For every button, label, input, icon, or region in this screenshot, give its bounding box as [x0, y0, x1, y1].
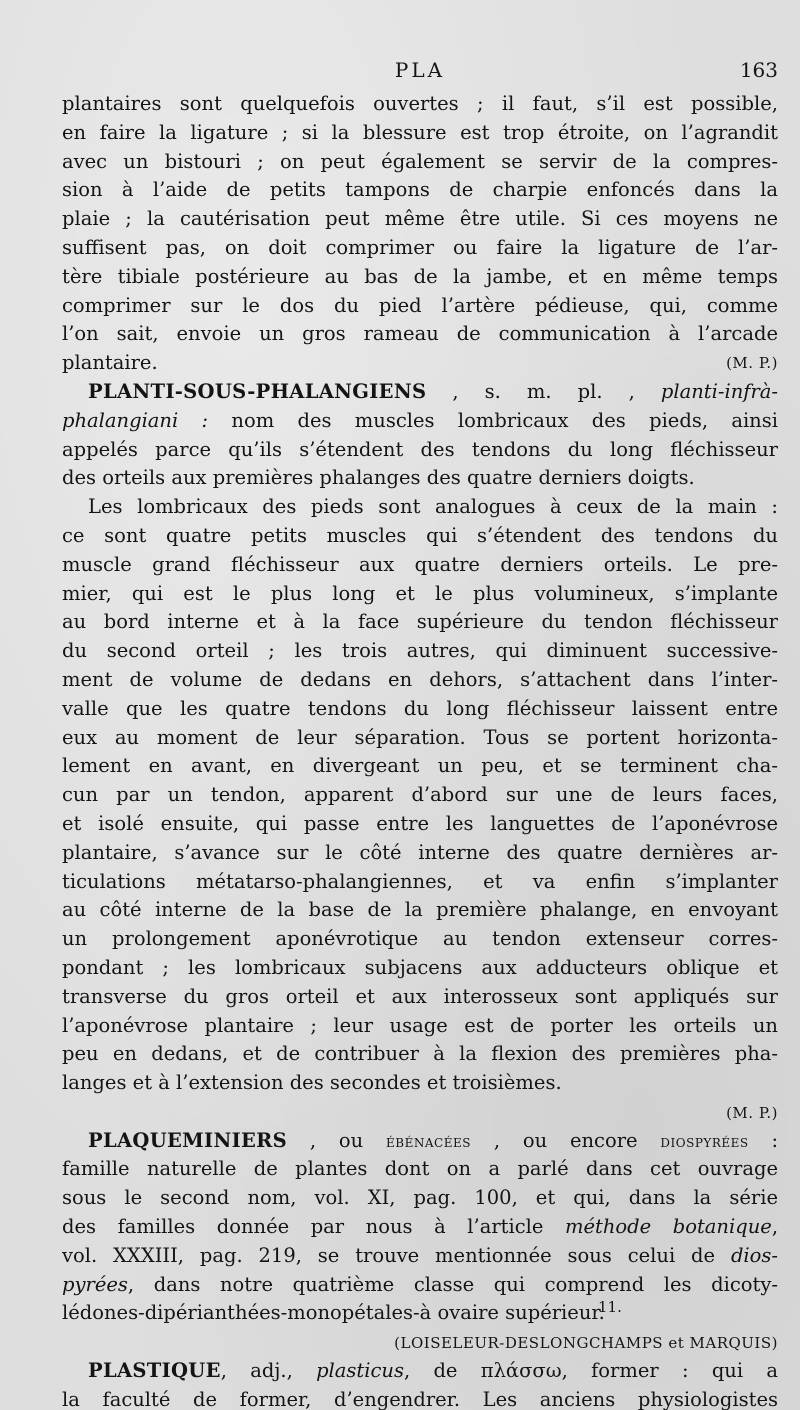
line-text: , — [771, 1215, 778, 1239]
text-line — [62, 349, 778, 378]
text-line: la faculté de former, d’engendrer. Les anciens physiologistes — [62, 1387, 778, 1410]
line-text: vol. XXXIII, pag. 219, se trouve mentionnée sous celui de — [62, 1243, 716, 1267]
entry-heading-line — [62, 1357, 778, 1386]
entry-heading-line — [62, 378, 778, 407]
text-line: eux au moment de leur séparation. Tous se portent horizonta- — [62, 725, 778, 749]
text-line: muscle grand fléchisseur aux quatre derniers orteils. Le pre- — [62, 552, 778, 576]
text-line: ticulations métatarso-phalangiennes, et va enfin s’implanter — [62, 869, 778, 893]
grammatical-info: , s. m. pl. , — [452, 379, 635, 403]
page-header — [62, 58, 778, 88]
text-line: en faire la ligature ; si la blessure est trop étroite, on l’agrandit — [62, 120, 778, 144]
text-line — [62, 1271, 778, 1300]
italic-term: pyrées — [62, 1272, 128, 1296]
text-line: plaie ; la cautérisation peut même être utile. Si ces moyens ne — [62, 207, 778, 231]
text-line: des orteils aux premières phalanges des quatre derniers doigts. — [62, 466, 695, 490]
text-line: au côté interne de la base de la première phalange, en envoyant — [62, 898, 778, 922]
text-line: plantaires sont quelquefois ouvertes ; il faut, s’il est possible, — [62, 92, 778, 115]
text-line: Les lombricaux des pieds sont analogues à ceux de la main : — [88, 495, 778, 519]
line-text: : — [771, 1128, 778, 1152]
author-signature: (M. P.) — [726, 1103, 778, 1122]
text-line: avec un bistouri ; on peut également se servir de la compres- — [62, 149, 778, 173]
text-line: et isolé ensuite, qui passe entre les languettes de l’aponévrose — [62, 811, 778, 835]
text-line: famille naturelle de plantes dont on a parlé dans cet ouvrage — [62, 1157, 778, 1181]
text-line — [62, 1213, 778, 1242]
line-text: plantaire. — [62, 351, 158, 375]
text-column — [62, 90, 778, 1410]
running-head: PLA — [394, 58, 446, 82]
text-line: lement en avant, en divergeant un peu, et se terminent cha- — [62, 754, 778, 778]
text-line — [62, 407, 778, 436]
text-line: plantaire, s’avance sur le côté interne des quatre dernières ar- — [62, 840, 778, 864]
latin-term: plasticus — [316, 1359, 404, 1383]
text-line: du second orteil ; les trois autres, qui diminuent successive- — [62, 639, 778, 663]
line-text: , former : qui a — [561, 1359, 778, 1383]
text-line: sous le second nom, vol. XI, pag. 100, et qui, dans la série — [62, 1186, 778, 1210]
author-signature: (LOISELEUR-DESLONGCHAMPS et MARQUIS) — [394, 1334, 778, 1353]
synonym-term: ébénacées — [386, 1131, 471, 1152]
entry-lemma: PLANTI-SOUS-PHALANGIENS — [88, 379, 427, 403]
text-line: ment de volume de dedans en dehors, s’attachent dans l’inter- — [62, 667, 778, 691]
greek-term: πλάσσω — [480, 1359, 562, 1383]
text-line: tère tibiale postérieure au bas de la jambe, et en même temps — [62, 264, 778, 288]
text-line: langes et à l’extension des secondes et troisièmes. — [62, 1071, 562, 1095]
cross-reference: méthode botanique — [565, 1215, 772, 1239]
text-line: au bord interne et à la face supérieure du tendon fléchisseur — [62, 610, 778, 634]
line-text: , dans notre quatrième classe qui comprend les dicoty- — [127, 1272, 778, 1296]
text-line: mier, qui est le plus long et le plus volumineux, s’implante — [62, 581, 778, 605]
text-line: ce sont quatre petits muscles qui s’étendent des tendons du — [62, 523, 778, 547]
text-line: appelés parce qu’ils s’étendent des tendons du long fléchisseur — [62, 437, 778, 461]
text-line: lédones-dipérianthées-monopétales-à ovaire supérieur. — [62, 1301, 605, 1325]
signature-line — [62, 1098, 778, 1127]
text-line: transverse du gros orteil et aux interosseux sont appliqués sur — [62, 984, 778, 1008]
text-line — [62, 1242, 778, 1271]
signature-mark: 11. — [598, 1298, 622, 1316]
line-text: nom des muscles lombricaux des pieds, ainsi — [231, 408, 778, 432]
text-line: l’on sait, envoie un gros rameau de communication à l’arcade — [62, 322, 778, 346]
text-line: l’aponévrose plantaire ; leur usage est de porter les orteils un — [62, 1013, 778, 1037]
text-line: comprimer sur le dos du pied l’artère pédieuse, qui, comme — [62, 293, 778, 317]
text-line: suffisent pas, on doit comprimer ou faire la ligature de l’ar- — [62, 235, 778, 259]
text-line: pondant ; les lombricaux subjacens aux adducteurs oblique et — [62, 955, 778, 979]
text-line: sion à l’aide de petits tampons de charpie enfoncés dans la — [62, 178, 778, 202]
text-line: valle que les quatre tendons du long fléchisseur laissent entre — [62, 696, 778, 720]
line-text: , ou encore — [493, 1128, 638, 1152]
page-number: 163 — [739, 58, 778, 82]
author-signature: (M. P.) — [726, 354, 778, 373]
text-line: un prolongement aponévrotique au tendon extenseur corres- — [62, 927, 778, 951]
line-text: des familles donnée par nous à l’article — [62, 1215, 544, 1239]
italic-term: dios- — [730, 1243, 778, 1267]
line-text: , ou — [309, 1128, 364, 1152]
signature-line — [62, 1328, 778, 1357]
latin-term: phalangiani : — [62, 408, 209, 432]
latin-term: planti-infrà- — [660, 379, 778, 403]
line-text: , de — [403, 1359, 458, 1383]
line-text: , adj., — [220, 1359, 293, 1383]
entry-lemma: PLAQUEMINIERS — [88, 1128, 288, 1152]
text-line: cun par un tendon, apparent d’abord sur une de leurs faces, — [62, 783, 778, 807]
entry-lemma: PLASTIQUE — [88, 1359, 221, 1383]
synonym-term: diospyrées — [660, 1131, 749, 1152]
entry-heading-line — [62, 1127, 778, 1156]
text-line: peu en dedans, et de contribuer à la flexion des premières pha- — [62, 1042, 778, 1066]
